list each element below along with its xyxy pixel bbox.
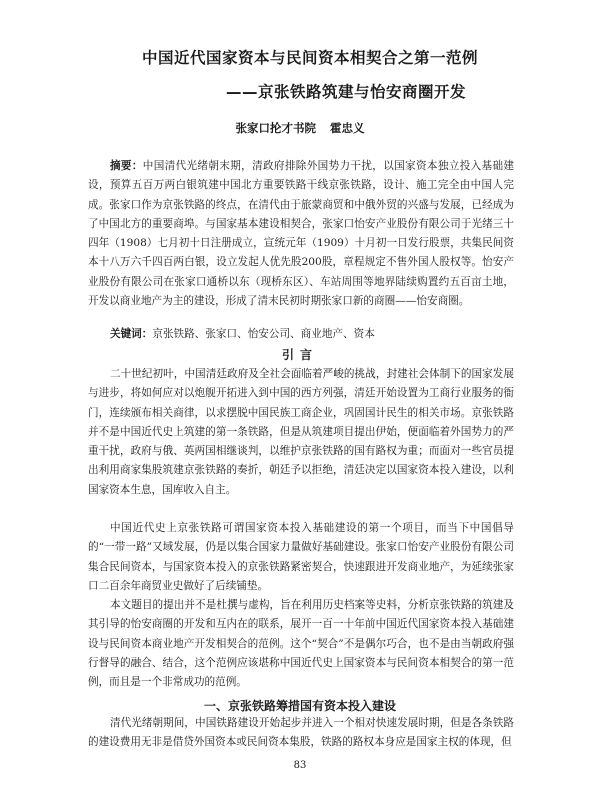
- abstract-text: 中国清代光绪朝末期，清政府排除外国势力干扰，以国家资本独立投入基础建设，预算五百万两白银筑建中国北方重要铁路干线京张铁路，设计、施工完全由中国人完成。张家口作为京张铁路的终点，在清代由于旅蒙商贸和中俄外贸的兴盛与发展，已经成为了中国北方的重要商埠。与国家基本建设相契合，张家口怡安产业股份有限公司于光绪三十四年（1908）七月初十日注册成立，宣统元年（1909）十月初一日发行股票，共集民间资本十八万六千四百两白银，设立发起人优先股200股，章程规定不售外国人股权等。怡安产业股份有限公司在张家口通桥以东（现桥东区）、车站周围等地界陆续购置约五百亩土地，开发以商业地产为主的建设，形成了清末民初时期张家口新的商圈——怡安商圈。: [88, 160, 515, 308]
- paper-subtitle: ——京张铁路筑建与怡安商圈开发: [226, 83, 467, 101]
- intro-paragraph-2: 中国近代史上京张铁路可谓国家资本投入基础建设的第一个项目，而当下中国倡导的“一带一路”又域发展，仍是以集合国家力量做好基础建设。张家口怡安产业股份有限公司集合民间资本，与国家资本投入的京张铁路紧密契合，快速跟进开发商业地产，为延续张家口二百余年商贸业史做好了后续铺垫。: [88, 522, 514, 592]
- keywords-text: 京张铁路、张家口、怡安公司、商业地产、资本: [152, 328, 375, 340]
- abstract-label: 摘要：: [110, 160, 143, 172]
- author-name: 霍忠义: [330, 121, 365, 135]
- author-affiliation: 张家口抡才书院: [235, 121, 316, 135]
- intro-paragraph-1: 二十世纪初叶，中国清廷政府及全社会面临着严峻的挑战，封建社会体制下的国家发展与进步，将如何应对以炮舰开拓进入到中国的西方列强，清廷开始设置为工商行业服务的衙门，连续颁布相关商律，以求摆脱中国民族工商企业，巩固国计民生的相关市场。京张铁路并不是中国近代史上筑建的第一条铁路，但是从筑建项目提出伊始，便面临着外国势力的严重干扰，政府与俄、英两国相继谈判，以维护京张铁路的国有路权为重；而面对一些官员提出利用商家集股筑建京张铁路的奏折，朝廷予以拒绝，清廷决定以国家资本投入建设，以利国家资本生息，国库收入自主。: [88, 368, 514, 496]
- keywords: [110, 326, 375, 341]
- section-1-heading: 一、京张铁路筹措国有资本投入建设: [203, 699, 396, 713]
- page-number: 83: [293, 760, 307, 771]
- section-1-paragraph-1: 清代光绪朝期间，中国铁路建设开始起步并进入一个相对快速发展时期，但是各条铁路的建设费用无非是借贷外国资本或民间资本集股，铁路的路权本身应是国家主权的体现，但: [88, 717, 514, 749]
- paper-title: 中国近代国家资本与民间资本相契合之第一范例: [141, 49, 478, 67]
- author-line: [0, 120, 600, 136]
- intro-heading: 引言: [281, 348, 318, 362]
- intro-paragraph-3: 本文题目的提出并不是杜撰与虚构，旨在利用历史档案等史料，分析京张铁路的筑建及其引导的怡安商圈的开发和互内在的联系，展开一百一十年前中国近代国家资本投入基础建设与民间资本商业地产开发相契合的范例。这个“契合”不是偶尔巧合，也不是由当朝政府强行督导的融合、结合，这个范例应该堪称中国近代史上国家资本与民间资本相契合的第一范例，而且是一个非常成功的范例。: [88, 599, 514, 689]
- abstract: [88, 157, 514, 311]
- keywords-label: 关键词：: [110, 328, 153, 340]
